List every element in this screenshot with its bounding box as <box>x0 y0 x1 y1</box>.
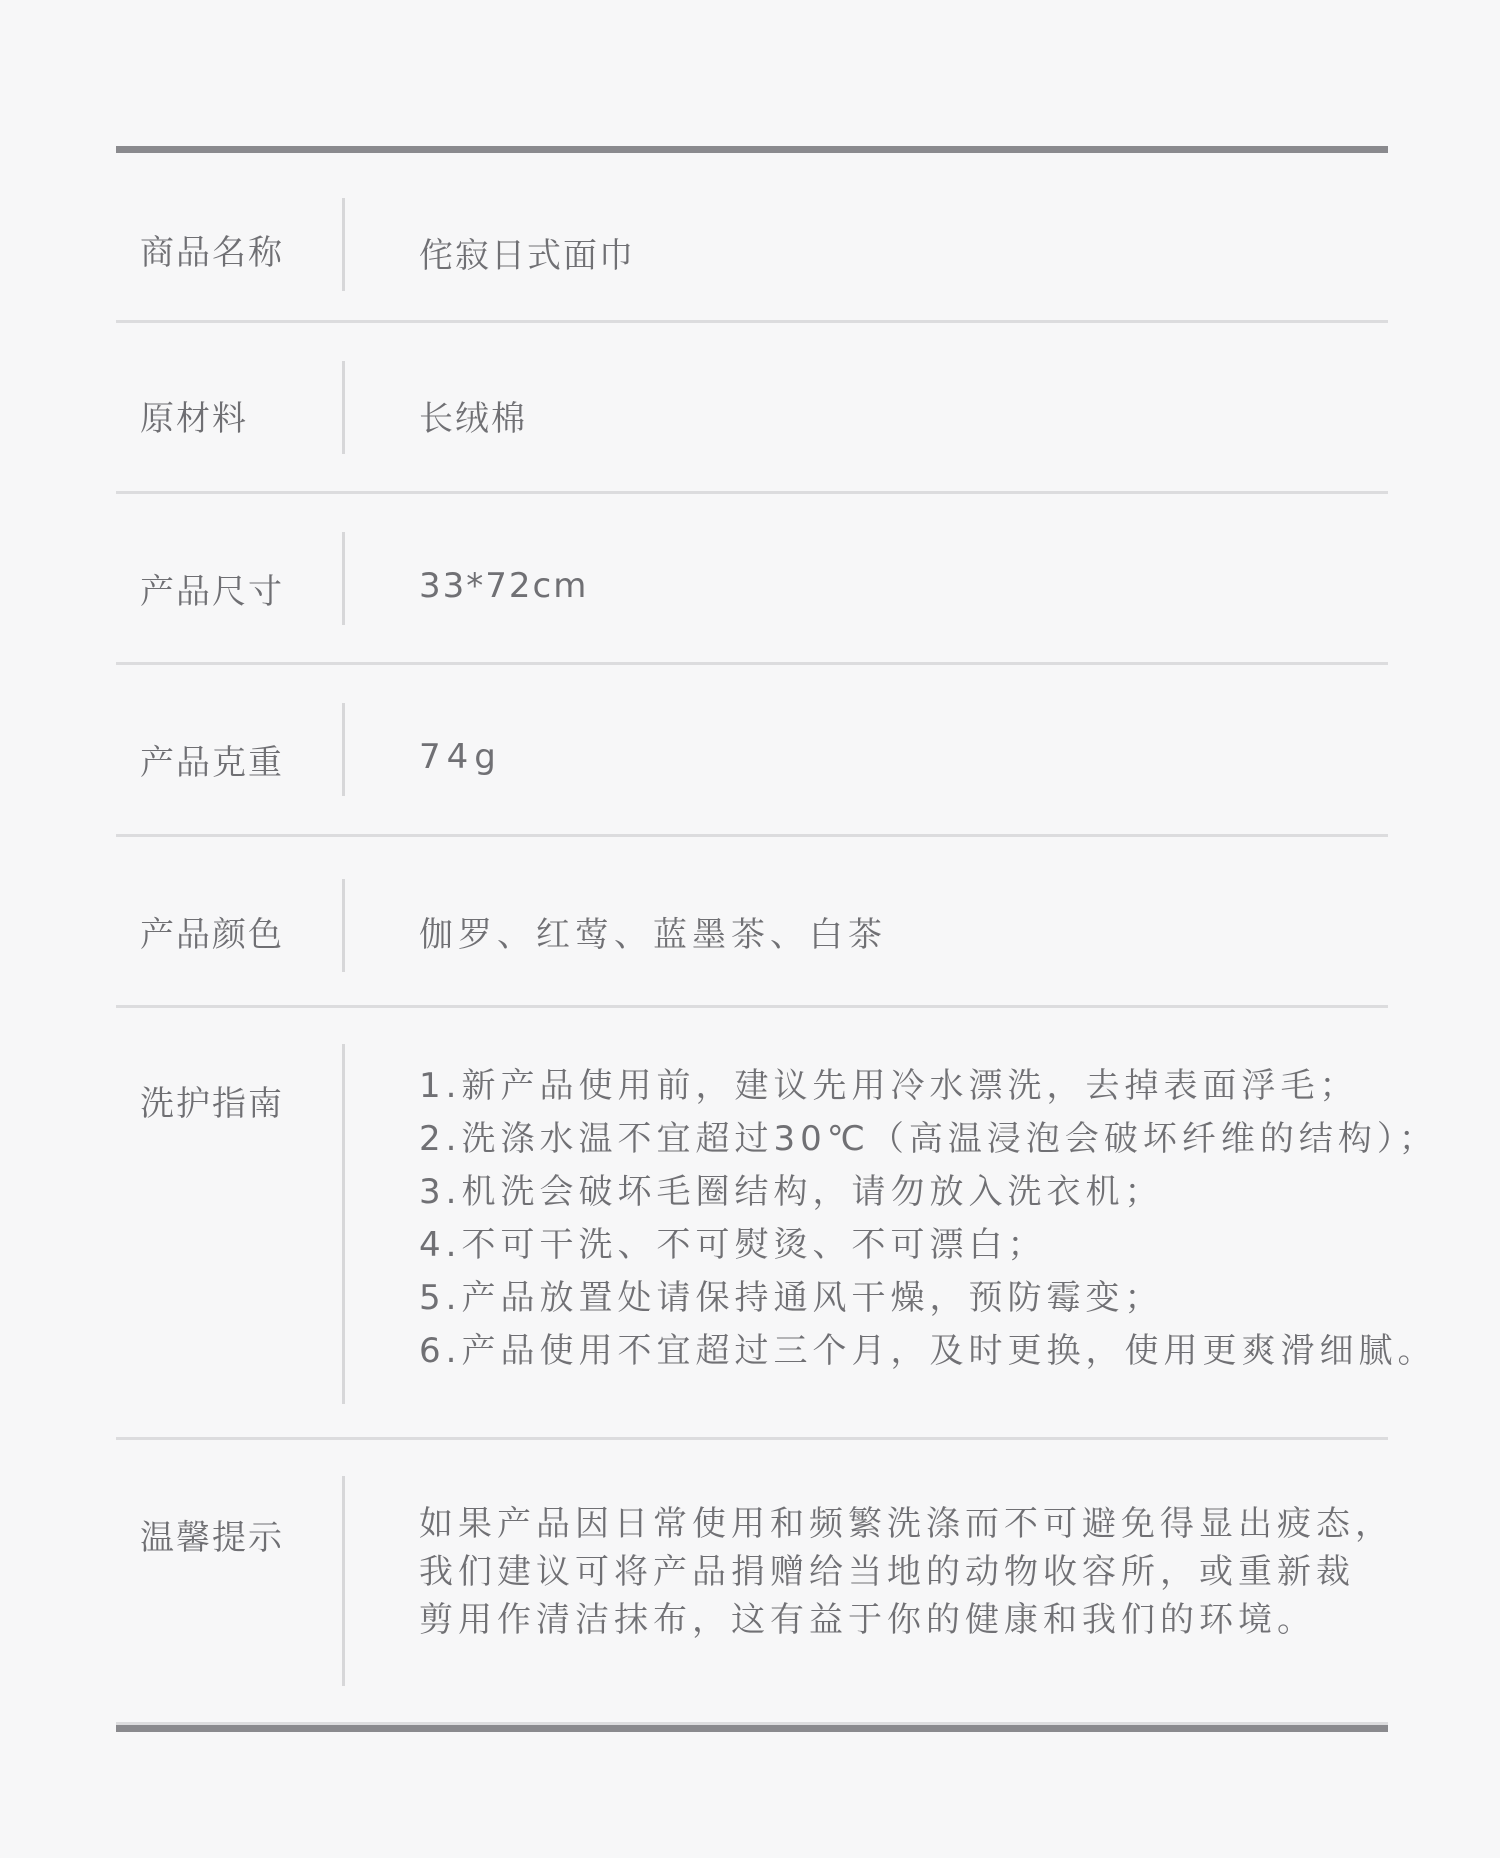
spec-label: 商品名称 <box>140 233 284 273</box>
care-instructions <box>419 1060 1438 1378</box>
column-divider <box>342 198 345 291</box>
column-divider <box>342 1476 345 1686</box>
spec-value: 侘寂日式面巾 <box>419 236 635 276</box>
tip-line: 如果产品因日常使用和频繁洗涤而不可避免得显出疲态， <box>419 1504 1394 1544</box>
care-line: 4.不可干洗、不可熨烫、不可漂白； <box>419 1225 1047 1265</box>
tip-line: 剪用作清洁抹布，这有益于你的健康和我们的环境。 <box>419 1600 1316 1640</box>
spec-row-color <box>116 837 1388 1008</box>
spec-label: 温馨提示 <box>140 1518 284 1558</box>
top-rule <box>116 146 1388 153</box>
spec-row-weight <box>116 665 1388 837</box>
tip-line: 我们建议可将产品捐赠给当地的动物收容所，或重新裁 <box>419 1552 1355 1592</box>
spec-label: 产品颜色 <box>140 915 284 955</box>
bottom-rule <box>116 1725 1388 1732</box>
spec-row-size <box>116 494 1388 665</box>
tip-text <box>419 1500 1394 1644</box>
care-line: 2.洗涤水温不宜超过30℃（高温浸泡会破坏纤维的结构）； <box>419 1119 1438 1159</box>
column-divider <box>342 361 345 454</box>
spec-value: 伽罗、红莺、蓝墨茶、白茶 <box>419 915 887 955</box>
care-line: 5.产品放置处请保持通风干燥，预防霉变； <box>419 1278 1164 1318</box>
spec-row-name <box>116 153 1388 323</box>
care-line: 1.新产品使用前，建议先用冷水漂洗，去掉表面浮毛； <box>419 1066 1359 1106</box>
spec-value: 长绒棉 <box>419 399 527 439</box>
spec-label: 洗护指南 <box>140 1084 284 1124</box>
care-line: 6.产品使用不宜超过三个月，及时更换，使用更爽滑细腻。 <box>419 1331 1437 1371</box>
spec-label: 产品克重 <box>140 743 284 783</box>
spec-value: 33*72cm <box>419 566 589 606</box>
spec-row-material <box>116 323 1388 494</box>
spec-row-tip <box>116 1440 1394 1725</box>
spec-label: 原材料 <box>140 399 248 439</box>
product-spec-table <box>116 146 1438 1732</box>
column-divider <box>342 532 345 625</box>
column-divider <box>342 703 345 796</box>
spec-row-care <box>116 1008 1438 1440</box>
spec-value: 74g <box>419 737 502 777</box>
column-divider <box>342 879 345 972</box>
column-divider <box>342 1044 345 1404</box>
care-line: 3.机洗会破坏毛圈结构，请勿放入洗衣机； <box>419 1172 1164 1212</box>
spec-label: 产品尺寸 <box>140 572 284 612</box>
